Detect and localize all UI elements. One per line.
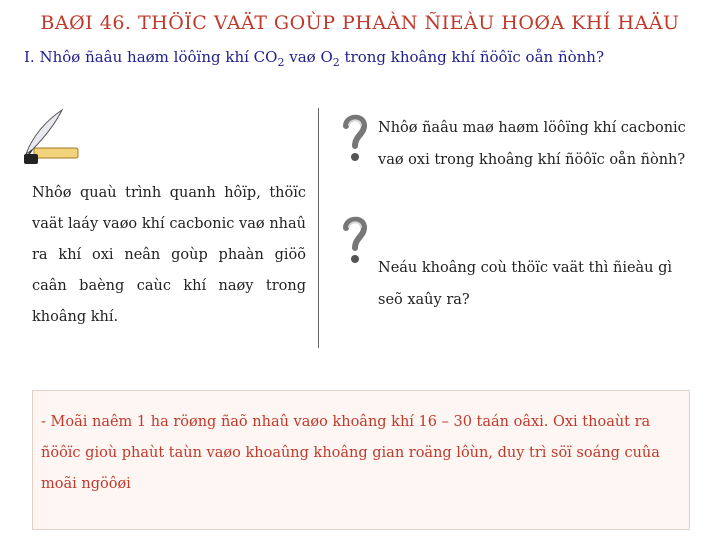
column-divider: [318, 108, 319, 348]
note-panel: [32, 390, 690, 530]
o2-subscript: 2: [332, 56, 340, 69]
heading-part: vaø O: [284, 48, 333, 66]
co2-subscript: 2: [277, 56, 285, 69]
heading-part: I. Nhôø ñaâu haøm löôïng khí CO: [24, 48, 278, 66]
note-text: - Moãi naêm 1 ha röøng ñaõ nhaû vaøo khoâng khí 16 – 30 taán oâxi. Oxi thoaùt ra ñöôïc gioù phaùt taùn vaøo khoaûng khoâng gian roäng lôùn, duy trì söï soáng cuûa moãi ngöôøi: [41, 414, 660, 492]
question-mark-icon: [340, 112, 370, 164]
slide-title: BAØI 46. THÖÏC VAÄT GOÙP PHAÀN ÑIEÀU HOØA KHÍ HAÄU: [40, 12, 680, 34]
question-mark-icon: [340, 214, 370, 266]
heading-part: trong khoâng khí ñöôïc oån ñònh?: [339, 48, 604, 66]
quill-pen-icon: [22, 108, 82, 166]
section-heading: [24, 48, 704, 69]
answer-paragraph: Nhôø quaù trình quanh hôïp, thöïc vaät laáy vaøo khí cacbonic vaø nhaû ra khí oxi neân goùp phaàn giöõ caân baèng caùc khí naøy trong khoâng khí.: [32, 185, 306, 325]
question-text: Nhôø ñaâu maø haøm löôïng khí cacbonic vaø oxi trong khoâng khí ñöôïc oån ñònh?: [378, 120, 686, 168]
question-text: Neáu khoâng coù thöïc vaät thì ñieàu gì seõ xaûy ra?: [378, 260, 673, 308]
